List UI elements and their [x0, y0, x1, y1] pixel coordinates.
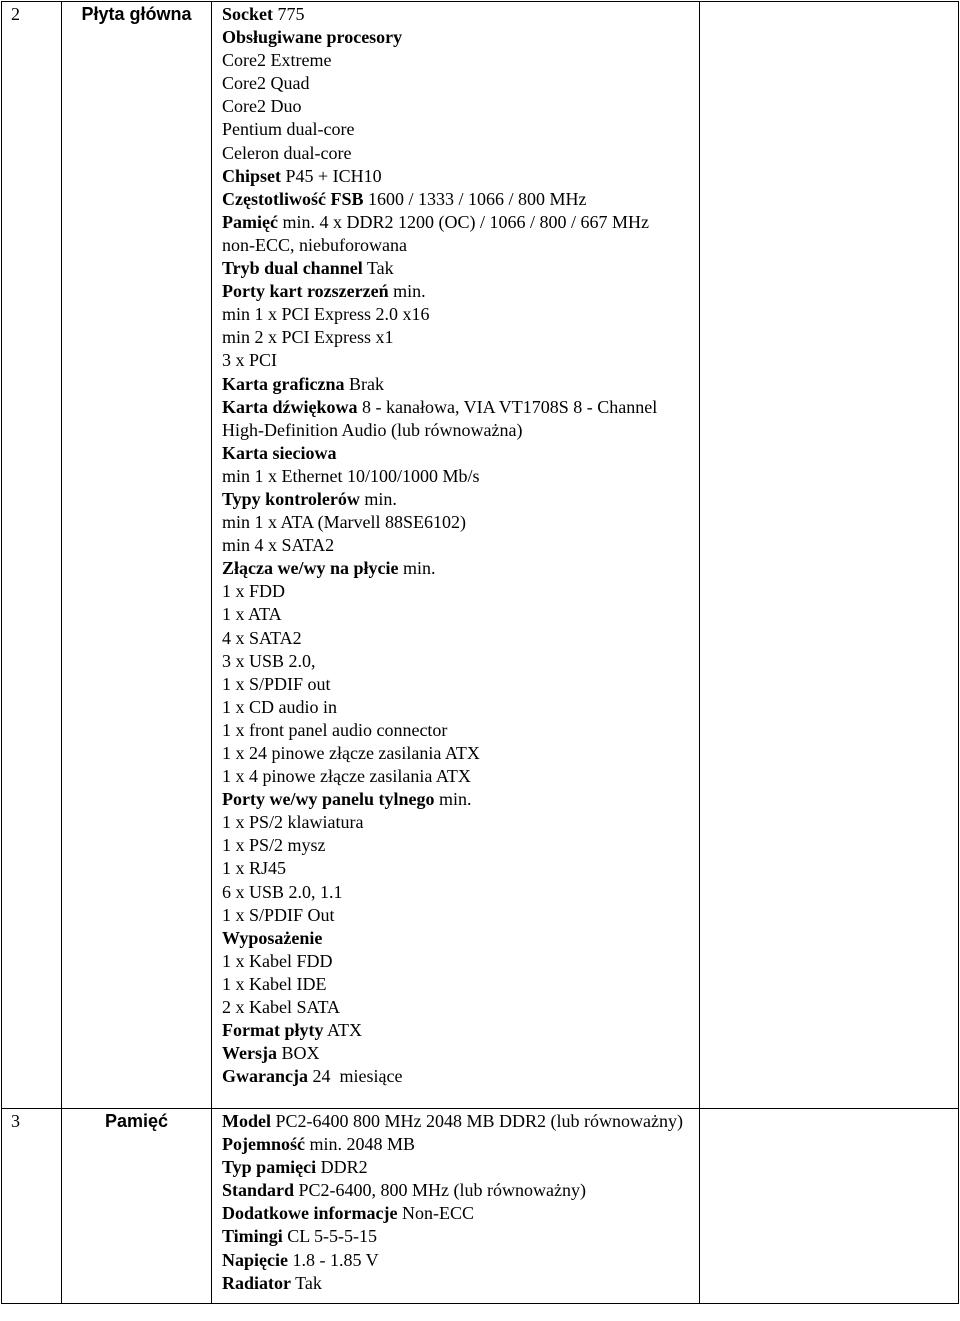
- specification-cell: [212, 2, 700, 1109]
- spec-line: [222, 788, 695, 811]
- spec-value: CL 5-5-5-15: [282, 1226, 378, 1247]
- spec-label: Socket: [222, 4, 273, 24]
- empty-cell: [700, 2, 959, 1109]
- spec-line: [222, 326, 695, 349]
- row-number: 2: [2, 2, 62, 1109]
- spec-value: non-ECC, niebuforowana: [222, 234, 407, 255]
- spec-line: [222, 580, 695, 603]
- spec-value: Non-ECC: [397, 1203, 474, 1224]
- spec-value: Core2 Extreme: [222, 50, 332, 71]
- spec-value: 3 x PCI: [222, 350, 278, 371]
- component-name: Pamięć: [62, 1109, 212, 1304]
- spec-line: [222, 673, 695, 696]
- spec-label: Wyposażenie: [222, 927, 323, 948]
- spec-line: [222, 95, 695, 118]
- spec-label: Timingi: [222, 1226, 283, 1247]
- spec-line: [222, 603, 695, 626]
- spec-value: PC2-6400, 800 MHz (lub równoważny): [294, 1180, 586, 1201]
- spec-line: [222, 165, 695, 188]
- spec-label: Radiator: [222, 1272, 291, 1293]
- spec-line: [222, 557, 695, 580]
- spec-label: Karta graficzna: [222, 373, 345, 394]
- spec-label: Pojemność: [222, 1134, 305, 1155]
- spec-value: 1 x S/PDIF out: [222, 673, 331, 694]
- spec-line: [222, 1019, 695, 1042]
- spec-value: 1600 / 1333 / 1066 / 800 MHz: [363, 188, 587, 209]
- spec-value: Core2 Quad: [222, 73, 310, 94]
- spec-label: Obsługiwane procesory: [222, 27, 403, 48]
- spec-value: 1 x S/PDIF Out: [222, 904, 335, 925]
- spec-value: 1 x Kabel IDE: [222, 973, 327, 994]
- table-row: [2, 1109, 959, 1304]
- spec-value: 1 x PS/2 mysz: [222, 835, 326, 856]
- spec-line: [222, 1249, 695, 1272]
- spec-value: DDR2: [316, 1157, 368, 1178]
- spec-line: [222, 488, 695, 511]
- spec-line: [222, 1202, 695, 1225]
- spec-value: 1 x PS/2 klawiatura: [222, 812, 364, 833]
- spec-value: min 2 x PCI Express x1: [222, 327, 394, 348]
- spec-line: [222, 1179, 695, 1202]
- spec-label: Format płyty: [222, 1020, 324, 1041]
- spec-label: Złącza we/wy na płycie: [222, 558, 399, 579]
- spec-label: Pamięć: [222, 211, 278, 232]
- spec-line: [222, 118, 695, 141]
- spec-value: 8 - kanałowa, VIA VT1708S 8 - Channel High-Definition Audio (lub równoważna): [222, 396, 662, 440]
- spec-line: [222, 349, 695, 372]
- spec-value: min. 4 x DDR2 1200 (OC) / 1066 / 800 / 667 MHz: [277, 211, 649, 232]
- spec-label: Karta dźwiękowa: [222, 396, 358, 417]
- spec-line: [222, 742, 695, 765]
- spec-line: [222, 996, 695, 1019]
- spec-value: 1 x ATA: [222, 604, 282, 625]
- row-number: 3: [2, 1109, 62, 1304]
- spec-value: 1 x front panel audio connector: [222, 719, 448, 740]
- spec-line: [222, 1065, 695, 1088]
- specification-table: [1, 1, 959, 1304]
- spec-line: [222, 650, 695, 673]
- spec-value: 1 x RJ45: [222, 858, 287, 879]
- spec-value: 1 x 24 pinowe złącze zasilania ATX: [222, 743, 480, 763]
- spec-line: [222, 881, 695, 904]
- spec-label: Porty we/wy panelu tylnego: [222, 789, 435, 810]
- spec-label: Standard: [222, 1180, 295, 1201]
- spec-line: [222, 442, 695, 465]
- spec-line: [222, 234, 695, 257]
- spec-line: [222, 396, 695, 442]
- spec-line: [222, 211, 695, 234]
- spec-line: [222, 26, 695, 49]
- spec-line: [222, 696, 695, 719]
- spec-label: Napięcie: [222, 1249, 288, 1270]
- spec-line: [222, 857, 695, 880]
- spec-value: min 1 x Ethernet 10/100/1000 Mb/s: [222, 465, 480, 486]
- spec-value: BOX: [276, 1043, 320, 1064]
- spec-label: Model: [222, 1111, 271, 1131]
- spec-value: min 1 x ATA (Marvell 88SE6102): [222, 512, 467, 533]
- spec-label: Tryb dual channel: [222, 258, 363, 279]
- spec-line: [222, 719, 695, 742]
- spec-value: Celeron dual-core: [222, 142, 352, 163]
- spec-label: Karta sieciowa: [222, 442, 337, 463]
- spec-value: ATX: [323, 1020, 362, 1041]
- spec-value: min.: [388, 281, 426, 302]
- spec-value: 775: [273, 4, 305, 24]
- spec-label: Typy kontrolerów: [222, 488, 360, 509]
- spec-value: 1 x 4 pinowe złącze zasilania ATX: [222, 766, 471, 787]
- spec-value: 1 x Kabel FDD: [222, 950, 333, 971]
- spec-label: Porty kart rozszerzeń: [222, 281, 389, 302]
- spec-line: [222, 534, 695, 557]
- spec-value: min. 2048 MB: [304, 1134, 415, 1155]
- spec-line: [222, 1156, 695, 1179]
- spec-line: [222, 1225, 695, 1248]
- spec-value: 24 miesiące: [307, 1066, 403, 1087]
- spec-value: min 1 x PCI Express 2.0 x16: [222, 304, 430, 325]
- spec-line: [222, 950, 695, 973]
- spec-line: [222, 834, 695, 857]
- component-name: Płyta główna: [62, 2, 212, 1109]
- spec-line: [222, 765, 695, 788]
- spec-value: min.: [398, 558, 436, 579]
- spec-value: 4 x SATA2: [222, 627, 302, 648]
- spec-line: [222, 1272, 695, 1295]
- spec-value: 1 x FDD: [222, 581, 286, 602]
- spec-value: 2 x Kabel SATA: [222, 997, 341, 1018]
- spec-line: [222, 811, 695, 834]
- spec-label: Dodatkowe informacje: [222, 1203, 398, 1224]
- specification-cell: [212, 1109, 700, 1304]
- empty-cell: [700, 1109, 959, 1304]
- spec-line: [222, 1042, 695, 1065]
- spec-line: [222, 627, 695, 650]
- spec-value: min 4 x SATA2: [222, 535, 335, 556]
- table-row: [2, 2, 959, 1109]
- spec-line: [222, 303, 695, 326]
- spec-line: [222, 1133, 695, 1156]
- spec-line: [222, 49, 695, 72]
- spec-line: [222, 465, 695, 488]
- spec-line: [222, 280, 695, 303]
- spec-line: [222, 927, 695, 950]
- spec-label: Wersja: [222, 1043, 277, 1064]
- spec-value: 6 x USB 2.0, 1.1: [222, 881, 343, 902]
- spec-line: [222, 904, 695, 927]
- spec-line: [222, 142, 695, 165]
- spec-value: 1.8 - 1.85 V: [287, 1249, 379, 1270]
- spec-value: PC2-6400 800 MHz 2048 MB DDR2 (lub równoważny): [271, 1111, 683, 1131]
- spec-label: Częstotliwość FSB: [222, 188, 364, 209]
- spec-value: min.: [434, 789, 472, 810]
- spec-value: min.: [359, 488, 397, 509]
- spec-value: P45 + ICH10: [281, 165, 382, 186]
- spec-label: Chipset: [222, 165, 282, 186]
- spec-value: Tak: [362, 258, 394, 279]
- spec-line: [222, 973, 695, 996]
- spec-line: [222, 188, 695, 211]
- spec-value: Core2 Duo: [222, 96, 302, 117]
- spec-line: [222, 373, 695, 396]
- spec-value: 1 x CD audio in: [222, 696, 337, 717]
- spec-value: Brak: [344, 373, 384, 394]
- spec-value: Pentium dual-core: [222, 119, 355, 140]
- spec-line: [222, 511, 695, 534]
- spec-value: 3 x USB 2.0,: [222, 650, 316, 671]
- spec-line: [222, 3, 695, 26]
- spec-value: Tak: [291, 1272, 322, 1293]
- spec-line: [222, 1110, 695, 1133]
- spec-label: Typ pamięci: [222, 1157, 317, 1178]
- spec-label: Gwarancja: [222, 1066, 308, 1087]
- spec-line: [222, 257, 695, 280]
- spec-line: [222, 72, 695, 95]
